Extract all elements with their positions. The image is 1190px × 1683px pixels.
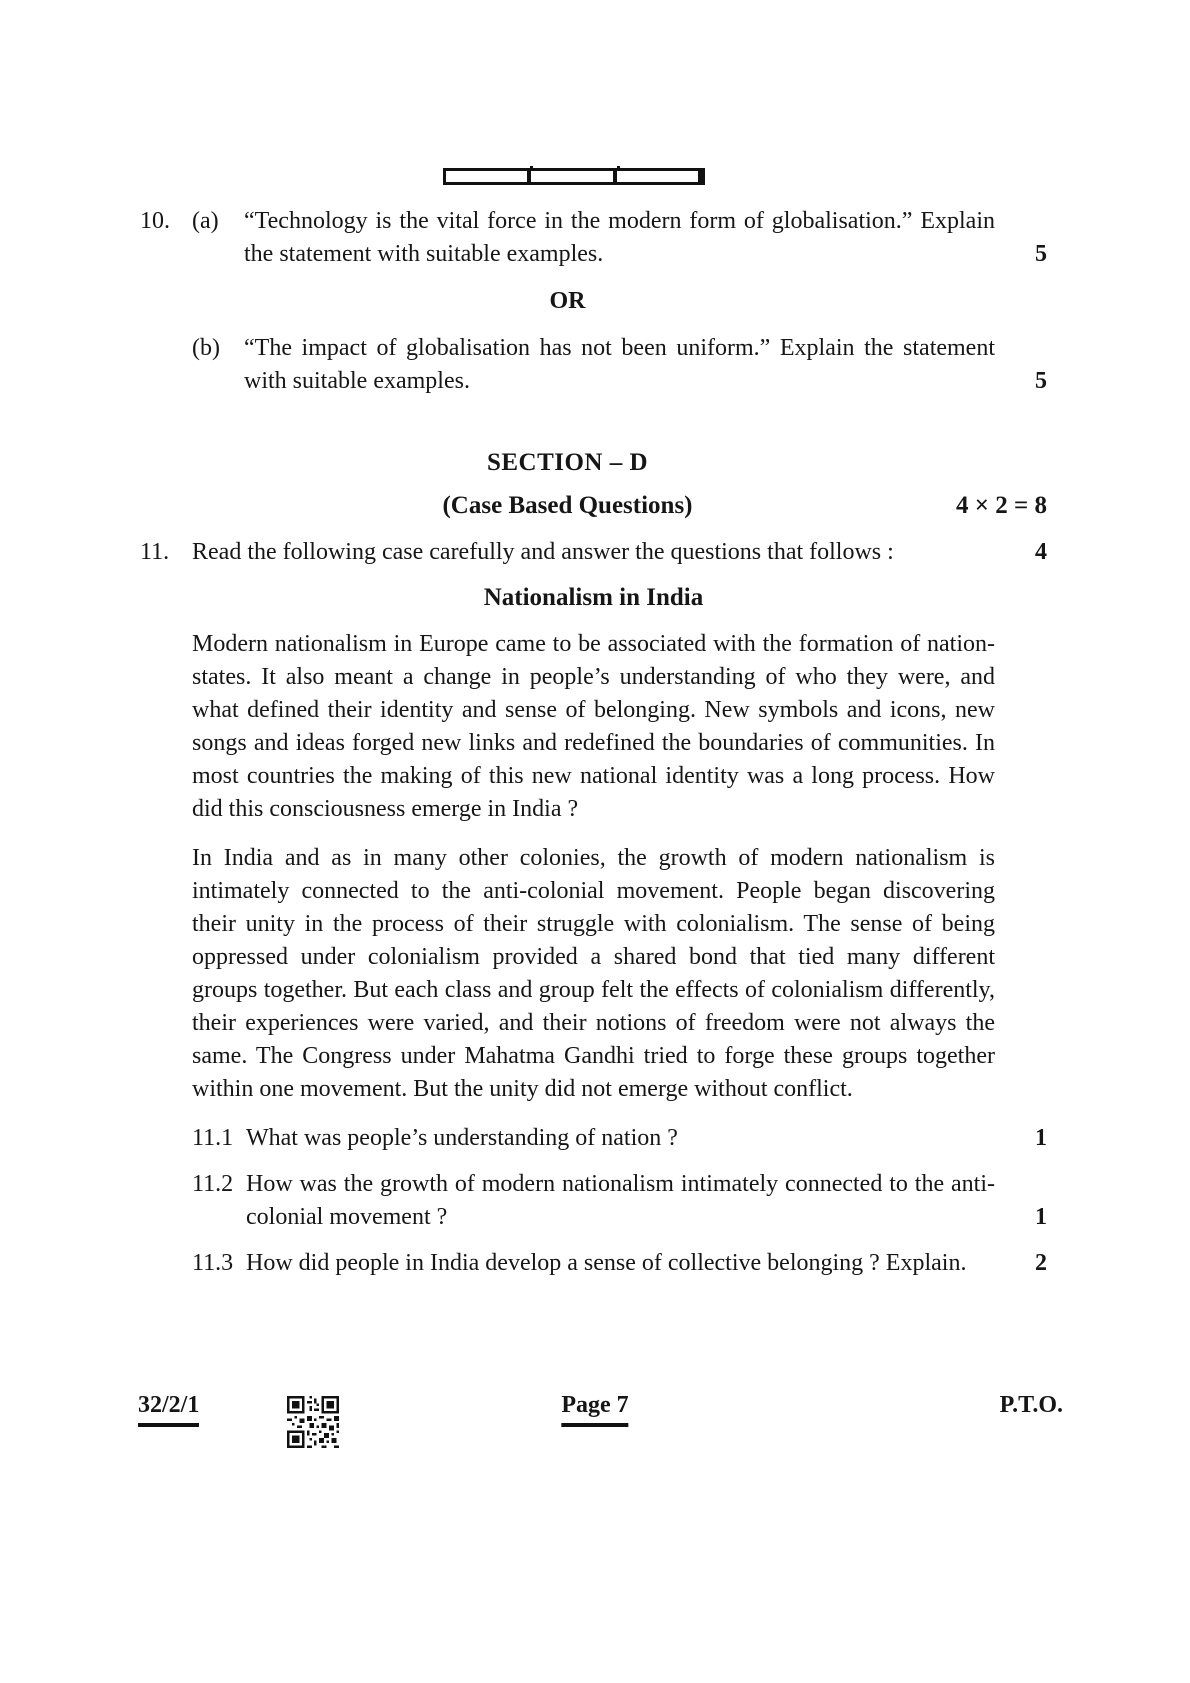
subquestion-number: 11.2	[192, 1171, 234, 1197]
header-code-box-cell	[531, 171, 616, 182]
question-number: 11.	[140, 539, 170, 565]
subquestion-text-block	[246, 1122, 1047, 1155]
section-marks-scheme: 4 × 2 = 8	[956, 492, 1047, 519]
question-part-label: (a)	[192, 208, 219, 234]
case-study-title: Nationalism in India	[483, 584, 704, 611]
marks-value: 5	[1035, 368, 1047, 394]
marks-value: 1	[1035, 1204, 1047, 1230]
question-text: “The impact of globalisation has not been uniform.” Explain the statement with suitable examples.	[244, 335, 995, 394]
subquestion-text-block	[246, 1247, 1047, 1280]
subquestion-11-3	[192, 1247, 1047, 1280]
page-footer	[0, 1392, 1190, 1462]
marks-value: 4	[1035, 539, 1047, 565]
question-number: 10.	[140, 208, 170, 234]
section-subtitle-row	[140, 489, 1047, 522]
question-10b	[140, 332, 1047, 398]
case-paragraph: In India and as in many other colonies, the growth of modern nationalism is intimately connected to the anti-colonial movement. People began discovering their unity in the process of their struggle with colonialism. The sense of being oppressed under colonialism provided a shared bond that tied many different groups together. But each class and group felt the effects of colonialism differently, their experiences were varied, and their notions of freedom were not always the same. The Congress under Mahatma Gandhi tried to forge these groups together within one movement. But the unity did not emerge without conflict.	[192, 845, 995, 1102]
question-11	[140, 536, 1047, 1280]
subquestion-text-block	[246, 1168, 1047, 1234]
question-paper-content	[140, 205, 1047, 1280]
subquestion-number: 11.1	[192, 1125, 234, 1151]
header-code-box-tick	[617, 166, 620, 171]
question-number	[140, 332, 192, 398]
section-title: SECTION – D	[486, 449, 649, 476]
marks-value: 2	[1035, 1250, 1047, 1276]
subquestion-text: What was people’s understanding of nation ?	[246, 1125, 678, 1151]
case-paragraph: Modern nationalism in Europe came to be associated with the formation of nation-states. It also meant a change in people’s understanding of who they were, and what defined their identity and sense of belonging. New symbols and icons, new songs and ideas forged new links and redefined the boundaries of communities. In most countries the making of this new national identity was a long process. How did this consciousness emerge in India ?	[192, 631, 995, 822]
subquestion-number: 11.3	[192, 1250, 234, 1276]
subquestion-text: How did people in India develop a sense of collective belonging ? Explain.	[246, 1250, 967, 1276]
question-11-intro	[192, 536, 1047, 569]
paper-code: 32/2/1	[138, 1392, 199, 1427]
qr-code-icon	[287, 1396, 339, 1448]
marks-value: 5	[1035, 241, 1047, 267]
question-text-block	[244, 332, 1047, 398]
pto-label: P.T.O.	[999, 1392, 1063, 1418]
subquestion-11-1	[192, 1122, 1047, 1155]
subquestion-text: How was the growth of modern nationalism intimately connected to the anti-colonial movement ?	[246, 1171, 995, 1230]
question-11-body	[192, 536, 1047, 1280]
header-code-box	[443, 168, 705, 185]
marks-value: 1	[1035, 1125, 1047, 1151]
subquestion-11-2	[192, 1168, 1047, 1234]
question-text: “Technology is the vital force in the modern form of globalisation.” Explain the statement with suitable examples.	[244, 208, 995, 267]
question-part-label: (b)	[192, 335, 220, 361]
or-separator: OR	[549, 288, 586, 314]
header-code-box-tick	[530, 166, 533, 171]
question-text-block	[244, 205, 1047, 271]
section-subtitle: (Case Based Questions)	[442, 492, 693, 519]
question-10a	[140, 205, 1047, 271]
header-code-box-cell	[446, 171, 531, 182]
header-code-box-cell	[617, 171, 702, 182]
question-text: Read the following case carefully and answer the questions that follows :	[192, 539, 894, 565]
page-number: Page 7	[561, 1392, 628, 1427]
